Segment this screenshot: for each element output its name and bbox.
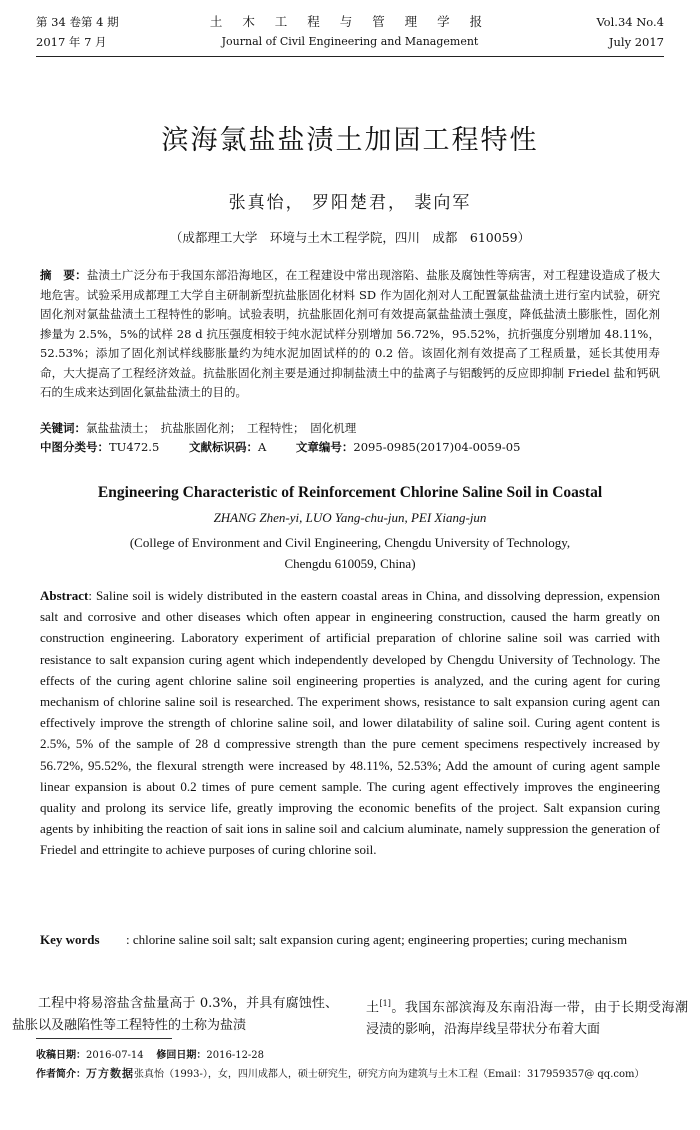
- abstract-cn: [40, 266, 660, 403]
- keywords-cn: [40, 419, 660, 439]
- keywords-cn-text: 氯盐盐渍土； 抗盐胀固化剂； 工程特性； 固化机理: [86, 421, 357, 435]
- article-no-value: 2095-0985(2017)04-0059-05: [353, 440, 521, 454]
- citation-ref: [1]: [379, 999, 391, 1008]
- classification-line: [40, 438, 660, 458]
- author-bio-text: 张真怡（1993-），女，四川成都人，硕士研究生，研究方向为建筑与土木工程（Email：317959357@ qq.com）: [134, 1069, 645, 1080]
- volume-cn: 第 34 卷第 4 期: [36, 15, 119, 29]
- article-no-label: 文章编号：: [295, 440, 354, 454]
- date-en: July 2017: [608, 35, 664, 49]
- received-label: 收稿日期：: [36, 1050, 86, 1061]
- abstract-en-text: : Saline soil is widely distributed in the eastern coastal areas in China, and dissolving depression, expension salt and corrosive and other diseases which often appear in engineering construction, caused the harm greatly on construction engineering. Laboratory experiment of artificial preparation of chlorine saline soil was carried with resistance to salt expansion curing agent which independently developed by Chengdu University of Technology. The effects of the curing agent chlorine saline soil engineering properties is analyzed, and the curing agent for curing mechanism of chlorine saline soil is researched. The experiment shows, resistance to salt expansion curing agent can effectively improve the strength of chlorine saline soil, and lower dilatability of saline soil. Curing agent content is 2.5%, 5% of the sample of 28 d compressive strength than the pure cement specimens respectively increased by 56.72%, 95.52%, the flexural strength were increased by 48.11%, 52.53%; Add the amount of curing agent sample linear expansion is about 0.2 times of pure cement sample. The curing agent effectively improves the engineering quality and prolong its service life, greatly improving the economic benefits of the project. Salt expansion curing agents by inhibiting the reaction of sait ions in saline soil and calcium aluminate, namely suppression the generation of Friedel and ettringite to achieve purposes of curing chlorine soil.: [40, 588, 660, 858]
- clc-label: 中图分类号：: [40, 440, 109, 454]
- body-column-left: 工程中将易溶盐含盐量高于 0.3%，并具有腐蚀性、盐胀以及融陷性等工程特性的土称为盐渍: [12, 996, 338, 1033]
- footnote-divider: [36, 1038, 172, 1039]
- paper-title-en: Engineering Characteristic of Reinforcement Chlorine Saline Soil in Coastal: [97, 484, 603, 501]
- authors-en: ZHANG Zhen-yi, LUO Yang-chu-jun, PEI Xiang-jun: [213, 510, 487, 525]
- journal-name-cn: 土 木 工 程 与 管 理 学 报: [209, 14, 491, 29]
- body-column-right: [366, 993, 688, 1041]
- authors-cn: 张真怡， 罗阳楚君， 裴向军: [228, 193, 472, 213]
- abstract-en-label: Abstract: [40, 588, 89, 603]
- doc-code-label: 文献标识码：: [188, 440, 258, 454]
- footnote-author: [36, 1066, 664, 1083]
- revised-label: 修回日期：: [156, 1050, 207, 1061]
- revised-date: 2016-12-28: [206, 1050, 265, 1061]
- paper-title-cn: 滨海氯盐盐渍土加固工程特性: [161, 125, 539, 156]
- header-right: [596, 12, 664, 52]
- affiliation-en-line1: (College of Environment and Civil Engineering, Chengdu University of Technology,: [129, 535, 571, 550]
- affiliation-en-line2: Chengdu 610059, China): [284, 556, 416, 571]
- date-cn: 2017 年 7 月: [36, 35, 107, 49]
- clc-value: TU472.5: [109, 440, 160, 454]
- abstract-cn-text: 盐渍土广泛分布于我国东部沿海地区，在工程建设中常出现溶陷、盐胀及腐蚀性等病害，对工程建设造成了极大地危害。试验采用成都理工大学自主研制新型抗盐胀固化材料 SD 作为固化剂对人工配置氯盐盐渍土进行室内试验，研究固化剂对氯盐盐渍土工程特性的影响。试验表明，抗盐胀固化剂可有效提高氯盐盐渍土强度，降低盐渍土膨胀性，固化剂掺量为 2.5%，5%的试样 28 d 抗压强度相较于纯水泥试样分别增加 56.72%，95.52%，抗折强度分别增加 48.11%，52.53%；添加了固化剂试样线膨胀量约为纯水泥加固试样的的 0.2 倍。该固化剂有效提高了工程质量，延长其使用寿命，大大提高了工程经济效益。抗盐胀固化剂主要是通过抑制盐渍土中的盐离子与铝酸钙的反应即抑制 Friedel 盐和钙矾石的生成来达到固化氯盐盐渍土的目的。: [40, 268, 660, 399]
- journal-name-en: Journal of Civil Engineering and Management: [221, 35, 479, 48]
- abstract-en: [40, 585, 660, 861]
- header-center: [36, 12, 664, 52]
- body-right-text: 。我国东部滨海及东南沿海一带，由于长期受海潮浸渍的影响，沿海岸线呈带状分布着大面: [366, 1000, 688, 1038]
- footnote-dates: [36, 1048, 664, 1064]
- wanfang-watermark: 万方数据: [86, 1067, 134, 1080]
- keywords-en-text: : chlorine saline soil salt; salt expansion curing agent; engineering properties; curing mechanism: [126, 932, 628, 947]
- author-bio-label: 作者简介：: [36, 1069, 86, 1080]
- abstract-cn-label: 摘 要：: [40, 268, 87, 282]
- affiliation-en: [0, 532, 700, 574]
- affiliation-cn: （成都理工大学 环境与土木工程学院，四川 成都 610059）: [169, 230, 531, 245]
- running-header: [36, 10, 664, 58]
- keywords-en-label: Key words: [40, 932, 100, 947]
- keywords-cn-label: 关键词：: [40, 421, 86, 435]
- body-right-start: 土: [366, 1000, 380, 1016]
- keywords-en: [40, 929, 660, 950]
- received-date: 2016-07-14: [86, 1050, 144, 1061]
- header-divider: [36, 56, 664, 57]
- doc-code-value: A: [257, 440, 267, 454]
- volume-en: Vol.34 No.4: [596, 15, 664, 29]
